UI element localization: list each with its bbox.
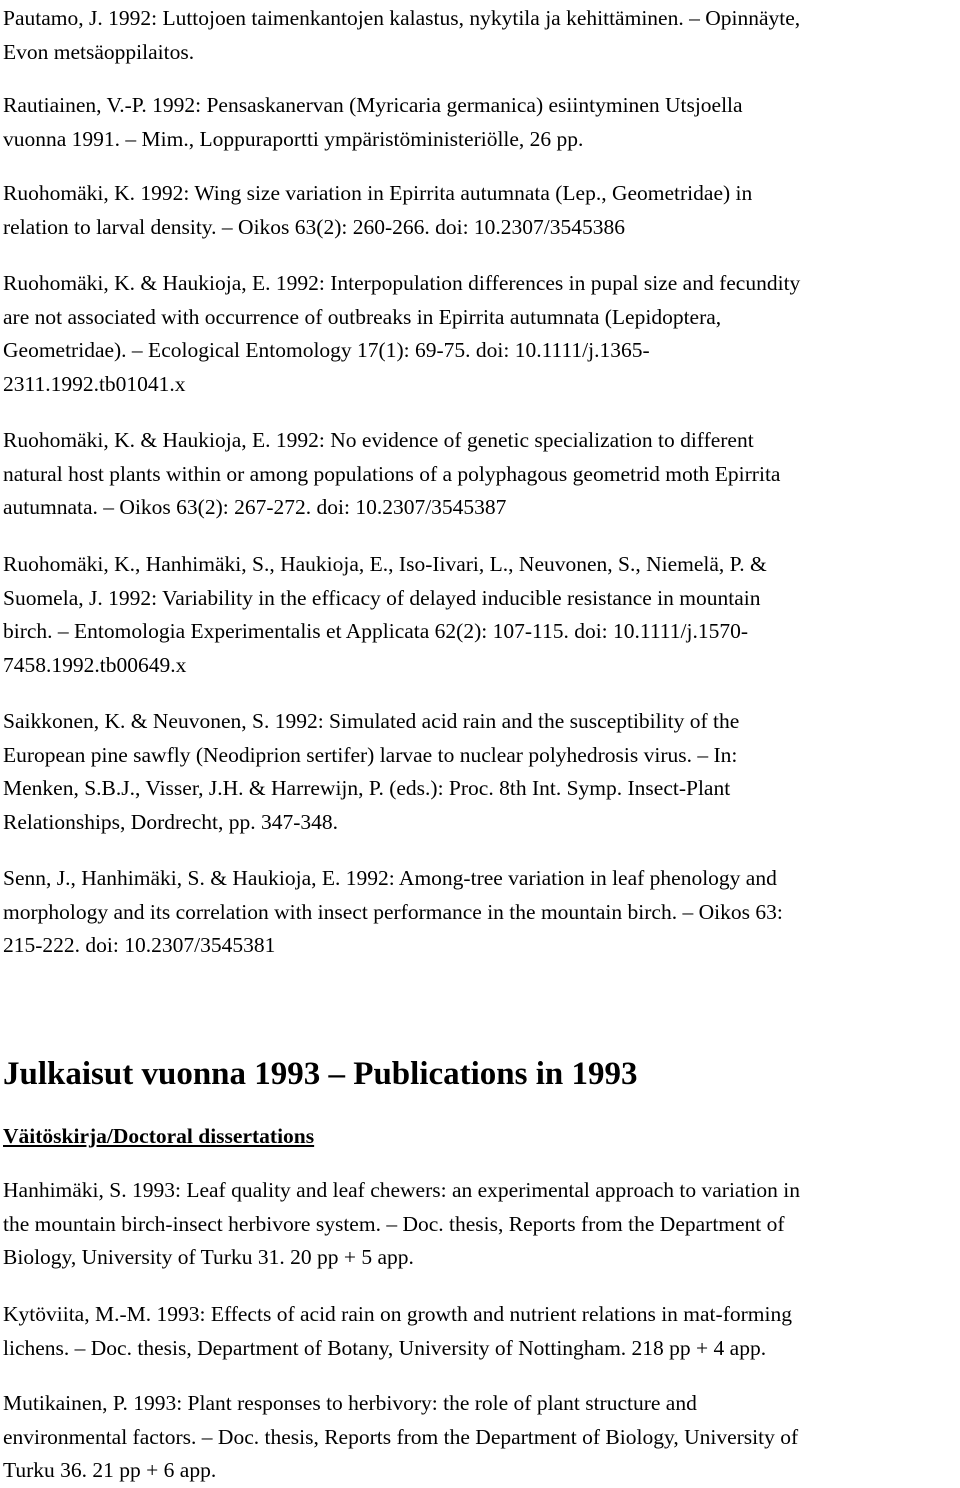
reference-ruohomaki-et-al-1992 (3, 548, 767, 682)
reference-line: European pine sawfly (Neodiprion sertifer) larvae to nuclear polyhedrosis virus. – In: (3, 742, 738, 767)
reference-hanhimaki-1993 (3, 1174, 800, 1275)
reference-line: Saikkonen, K. & Neuvonen, S. 1992: Simulated acid rain and the susceptibility of the (3, 709, 740, 733)
reference-line: are not associated with occurrence of outbreaks in Epirrita autumnata (Lepidoptera, (3, 304, 722, 329)
reference-mutikainen-1993 (3, 1387, 798, 1488)
reference-line: lichens. – Doc. thesis, Department of Botany, University of Nottingham. 218 pp + 4 app. (3, 1335, 767, 1360)
reference-line: Mutikainen, P. 1993: Plant responses to herbivory: the role of plant structure and (3, 1391, 697, 1415)
reference-line: Suomela, J. 1992: Variability in the efficacy of delayed inducible resistance in mountain (3, 585, 761, 610)
reference-line: relation to larval density. – Oikos 63(2): 260-266. doi: 10.2307/3545386 (3, 214, 626, 239)
reference-senn-et-al-1992 (3, 862, 783, 963)
reference-line: 215-222. doi: 10.2307/3545381 (3, 933, 276, 958)
reference-line: the mountain birch-insect herbivore system. – Doc. thesis, Reports from the Department of (3, 1211, 785, 1236)
reference-pautamo-1992 (3, 2, 800, 69)
reference-line: Ruohomäki, K. 1992: Wing size variation in Epirrita autumnata (Lep., Geometridae) in (3, 181, 753, 205)
reference-saikkonen-neuvonen-1992 (3, 705, 739, 839)
reference-line: Ruohomäki, K. & Haukioja, E. 1992: Interpopulation differences in pupal size and fecundity (3, 271, 801, 295)
reference-line: Evon metsäoppilaitos. (3, 39, 195, 64)
reference-line: Hanhimäki, S. 1993: Leaf quality and leaf chewers: an experimental approach to variation in (3, 1178, 801, 1202)
reference-line: Senn, J., Hanhimäki, S. & Haukioja, E. 1992: Among-tree variation in leaf phenology and (3, 866, 777, 890)
reference-line: morphology and its correlation with insect performance in the mountain birch. – Oikos 63: (3, 899, 783, 924)
reference-line: Menken, S.B.J., Visser, J.H. & Harrewijn, P. (eds.): Proc. 8th Int. Symp. Insect-Plant (3, 776, 731, 801)
reference-ruohomaki-haukioja-1992-pupal (3, 267, 800, 401)
section-heading: Julkaisut vuonna 1993 – Publications in 1993 (3, 1056, 638, 1092)
reference-line: Geometridae). – Ecological Entomology 17(1): 69-75. doi: 10.1111/j.1365- (3, 338, 650, 363)
reference-kytoviita-1993 (3, 1298, 792, 1365)
reference-line: 7458.1992.tb00649.x (3, 652, 187, 677)
reference-line: Turku 36. 21 pp + 6 app. (3, 1458, 217, 1483)
reference-line: environmental factors. – Doc. thesis, Reports from the Department of Biology, University of (3, 1424, 799, 1449)
reference-line: Ruohomäki, K. & Haukioja, E. 1992: No evidence of genetic specialization to different (3, 428, 754, 452)
reference-line: Kytöviita, M.-M. 1993: Effects of acid rain on growth and nutrient relations in mat-forming (3, 1302, 792, 1326)
reference-line: Ruohomäki, K., Hanhimäki, S., Haukioja, E., Iso-Iivari, L., Neuvonen, S., Niemelä, P. & (3, 552, 767, 576)
reference-line: Biology, University of Turku 31. 20 pp + 5 app. (3, 1245, 414, 1270)
reference-ruohomaki-haukioja-1992-specialization (3, 424, 780, 525)
reference-ruohomaki-1992-wing (3, 177, 752, 244)
reference-rautiainen-1992 (3, 89, 743, 156)
reference-line: Relationships, Dordrecht, pp. 347-348. (3, 809, 338, 834)
reference-line: natural host plants within or among populations of a polyphagous geometrid moth Epirrita (3, 461, 781, 486)
reference-line: Rautiainen, V.-P. 1992: Pensaskanervan (Myricaria germanica) esiintyminen Utsjoella (3, 93, 743, 117)
reference-line: vuonna 1991. – Mim., Loppuraportti ympäristöministeriölle, 26 pp. (3, 126, 584, 151)
reference-line: Pautamo, J. 1992: Luttojoen taimenkantojen kalastus, nykytila ja kehittäminen. – Opinnäyte, (3, 6, 801, 30)
reference-line: autumnata. – Oikos 63(2): 267-272. doi: 10.2307/3545387 (3, 495, 507, 520)
reference-line: 2311.1992.tb01041.x (3, 371, 186, 396)
subsection-heading: Väitöskirja/Doctoral dissertations (3, 1124, 315, 1148)
reference-line: birch. – Entomologia Experimentalis et Applicata 62(2): 107-115. doi: 10.1111/j.1570- (3, 619, 748, 644)
